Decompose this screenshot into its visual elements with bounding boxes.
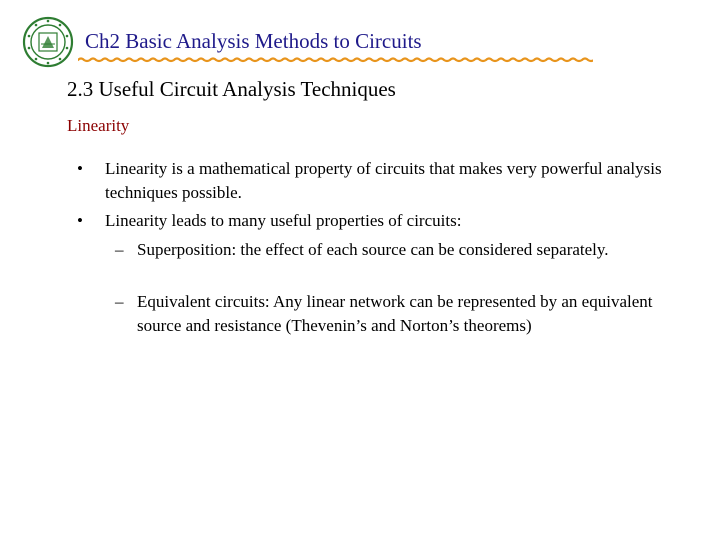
sub-bullet-item	[115, 290, 677, 338]
sub-bullet-text: Equivalent circuits: Any linear network can be represented by an equivalent source and resistance (Thevenin’s and Norton’s theorems)	[137, 292, 653, 335]
bullet-marker: •	[77, 159, 83, 178]
dash-marker: –	[115, 292, 124, 311]
header-title: Ch2 Basic Analysis Methods to Circuits	[85, 29, 422, 53]
section-title: 2.3 Useful Circuit Analysis Techniques	[67, 77, 396, 101]
bullet-item	[77, 209, 665, 233]
university-logo-icon	[22, 16, 74, 68]
dash-marker: –	[115, 240, 124, 259]
sub-bullet-item	[115, 238, 677, 262]
bullet-text: Linearity leads to many useful properties of circuits:	[105, 211, 462, 230]
bullet-marker: •	[77, 211, 83, 230]
bullet-text: Linearity is a mathematical property of circuits that makes very powerful analysis techniques possible.	[105, 159, 662, 202]
subsection-title: Linearity	[67, 116, 130, 135]
decorative-wave-divider	[78, 52, 593, 66]
sub-bullet-text: Superposition: the effect of each source can be considered separately.	[137, 240, 609, 259]
bullet-item	[77, 157, 665, 205]
